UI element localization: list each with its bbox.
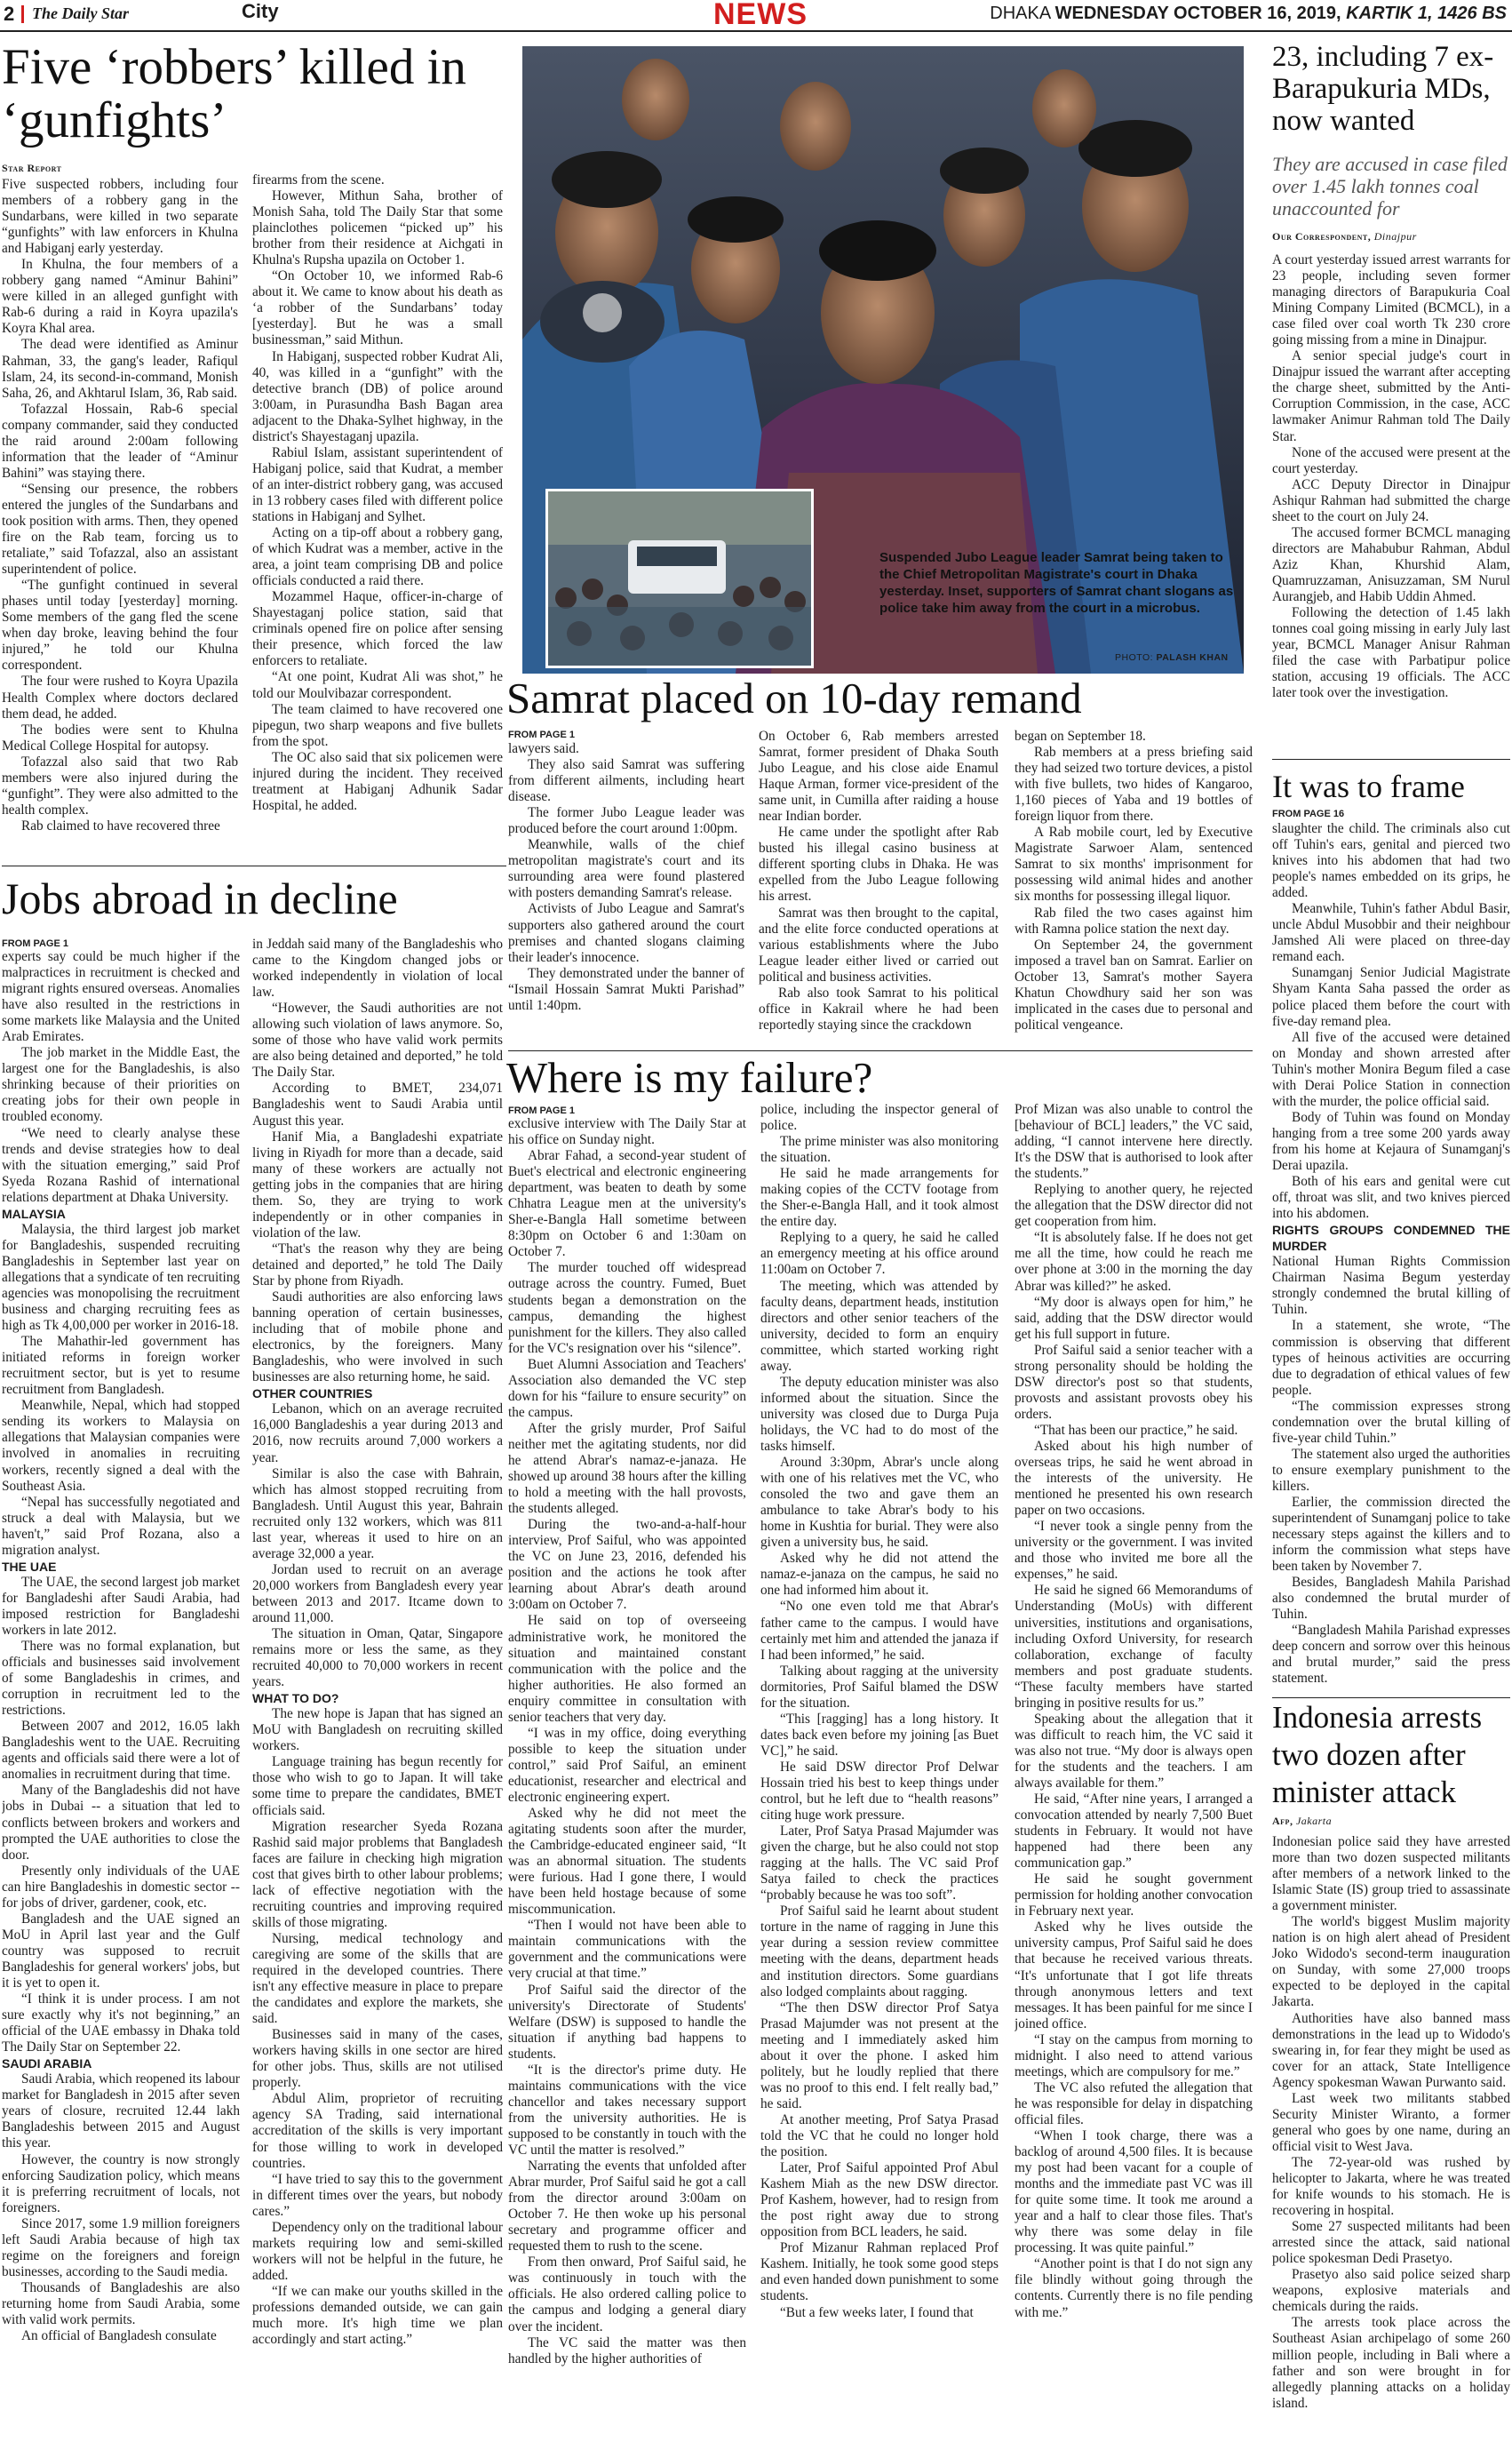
paragraph: He said on top of overseeing administrative work, he monitored the situation and maintained constant communication with the police and the higher authorities. He also formed an enquiry committee in consultation with senior teachers that very day. [508, 1613, 746, 1725]
failure-col-2 [760, 1102, 999, 2440]
paragraph: “When I took charge, there was a backlog of around 4,500 files. It is because my post had been vacant for a couple of months and the immediate past VC was ill for quite some time. It took me around a year and a half to clear those files. That's why there was some delay in file processing. It was quite painful.” [1015, 2128, 1253, 2256]
paragraph: They also said Samrat was suffering from different ailments, including heart disease. [508, 757, 744, 805]
frame-from-page: FROM PAGE 16 [1272, 809, 1345, 819]
paragraph: “I was in my office, doing everything possible to keep the situation under control,” said Prof Saiful, an eminent educationist, researcher and electrical and electronic engineering expert. [508, 1725, 746, 1805]
paragraph: “The commission expresses strong condemnation over the brutal killing of five-year child Tuhin.” [1272, 1398, 1510, 1446]
paragraph: Acting on a tip-off about a robbery gang, of which Kudrat was a member, active in the area, a joint team comprising DB and police officials conducted a raid there. [252, 525, 503, 589]
paragraph: Abdul Alim, proprietor of recruiting agency SA Trading, said international accreditation of the skills is very important for those willing to work in developed countries. [252, 2091, 503, 2171]
paragraph: Some 27 suspected militants had been arrested since the attack, said national police spokesman Dedi Prasetyo. [1272, 2219, 1510, 2267]
paragraph: The new hope is Japan that has signed an MoU with Bangladesh on recruiting skilled workers. [252, 1706, 503, 1754]
paragraph: Indonesian police said they have arrested more than two dozen suspected militants after members of a network linked to the Islamic State (IS) group tried to assassinate a government minister. [1272, 1834, 1510, 1914]
paragraph: “That's the reason why they are being detained and deported,” he told The Daily Star by phone from Riyadh. [252, 1241, 503, 1289]
jobs-from-page: FROM PAGE 1 [2, 938, 68, 949]
paragraph: Sunamganj Senior Judicial Magistrate Shyam Kanta Saha passed the order as police placed them before the court with five-day remand plea. [1272, 965, 1510, 1029]
paragraph: The bodies were sent to Khulna Medical College Hospital for autopsy. [2, 722, 238, 754]
paragraph: Besides, Bangladesh Mahila Parishad also condemned the brutal murder of Tuhin. [1272, 1575, 1510, 1623]
paragraph: The 72-year-old was rushed by helicopter to Jakarta, where he was treated for knife wounds to his stomach. He is recovering in hospital. [1272, 2154, 1510, 2219]
paragraph: Tofazzal also said that two Rab members were also injured during the “gunfight”. They were also admitted to the health complex. [2, 754, 238, 818]
photo-caption: Suspended Jubo League leader Samrat being taken to the Chief Metropolitan Magistrate's court in Dhaka yesterday. Inset, supporters of Samrat chant slogans as police take him away from the court in a microbus. [879, 550, 1234, 616]
paragraph: Authorities have also banned mass demonstrations in the lead up to Widodo's swearing in, for fear they might be used as cover for an attack, State Intelligence Agency spokesman Wawan Purwanto said. [1272, 2010, 1510, 2090]
failure-headline: Where is my failure? [506, 1053, 873, 1102]
jobs-headline: Jobs abroad in decline [2, 874, 398, 923]
robbers-col-2 [252, 172, 503, 852]
paragraph: On October 6, Rab members arrested Samrat, former president of Dhaka South Jubo League, and his close aide Enamul Haque Arman, former vice-president of the same unit, in Cumilla after raiding a house near Indian border. [759, 729, 999, 825]
credit-label: PHOTO: [1115, 652, 1154, 663]
paragraph: “It is the director's prime duty. He maintains communications with the vice chancellor and takes necessary support from the university authorities. He is supposed to be constantly in touch with the VC until the matter is resolved.” [508, 2062, 746, 2158]
paragraph: The team claimed to have recovered one pipegun, two sharp weapons and five bullets from the spot. [252, 701, 503, 749]
jobs-col-2 [252, 937, 503, 2440]
robbers-headline: Five ‘robbers’ killed in ‘gunfights’ [2, 39, 466, 148]
paragraph: Bangladesh and the UAE signed an MoU in April last year and the Gulf country was supposed to recruit Bangladeshis for general workers' jobs, but it is yet to open it. [2, 1911, 240, 1991]
paragraph: Meanwhile, Tuhin's father Abdul Basir, uncle Abdul Musobbir and their neighbour Jamshed Ali were placed on three-day remand each. [1272, 901, 1510, 965]
paragraph: “That has been our practice,” he said. [1034, 1422, 1238, 1438]
paragraph: Businesses said in many of the cases, workers having skills in one sector are hired for other jobs. Thus, skills are not utilised properly. [252, 2027, 503, 2091]
paragraph: A Rab mobile court, led by Executive Magistrate Sarwoer Alam, sentenced Samrat to six months' imprisonment for possessing wild animal hides and another six months for possessing illegal liquor. [1015, 825, 1253, 905]
robbers-byline: Star Report [2, 162, 62, 174]
paragraph: The statement also urged the authorities to ensure exemplary punishment to the killers. [1272, 1446, 1510, 1494]
paragraph: The OC also said that six policemen were injured during the incident. They received treatment at Habiganj Adhunik Sadar Hospital, he added. [252, 749, 503, 813]
paragraph: Prof Saiful said he learnt about student torture in the name of ragging in June this year during a session review committee meeting with the deans, department heads and institution directors. Some guardians also lodged complaints about ragging. [760, 1903, 999, 1999]
samrat-col-3 [1015, 729, 1253, 1043]
jobs-col-1 [2, 949, 240, 2440]
paragraph: “If we can make our youths skilled in the professions demanded outside, we can gain much more. It's high time we plan accordingly and start acting.” [252, 2283, 503, 2348]
paragraph: After the grisly murder, Prof Saiful neither met the agitating students, nor did he attend Abrar's namaz-e-janaza. He showed up around 38 hours after the killing to hold a meeting with the hall provosts, the students alleged. [508, 1420, 746, 1517]
paragraph: Prof Mizan was also unable to control the [behaviour of BCL] leaders,” the VC said, adding, “I cannot intervene here directly. It's the DSW that is authorised to look after the students.” [1015, 1102, 1253, 1182]
paragraph: Later, Prof Saiful appointed Prof Abul Kashem Miah as the new DSW director. Prof Kashem, however, had to resign from the post right away due to strong opposition from BCL leaders, he said. [760, 2160, 999, 2240]
paragraph: Asked about his high number of overseas trips, he said he went abroad in the interests of the university. He mentioned he presented his own research paper on two occasions. [1015, 1438, 1253, 1519]
paragraph: Saudi authorities are also enforcing laws banning operation of certain businesses, including that of mobile phone and electronics, by the foreigners. Many Bangladeshis, who were involved in such businesses are also returning home, he said. [252, 1289, 503, 1385]
paragraph: Samrat was then brought to the capital, and the elite force conducted operations at various establishments where the Jubo League leader either lived or carried out political and business activities. [759, 905, 999, 985]
byline-location: Dinajpur [1373, 230, 1417, 243]
paragraph: Speaking about the allegation that it was difficult to reach him, the VC said it was also not true. “My door is always open for the students and the teachers. I am always available for them.” [1015, 1711, 1253, 1791]
paragraph: Presently only individuals of the UAE can hire Bangladeshis in domestic sector -- for jobs of driver, gardener, cook, etc. [2, 1863, 240, 1911]
paragraph: Prof Saiful said the director of the university's Directorate of Students' Welfare (DSW) is supposed to handle the situation if anything bad happens to students. [508, 1982, 746, 2062]
paragraph: Language training has begun recently for those who wish to go to Japan. It will take some time to prepare the candidates, BMET officials said. [252, 1754, 503, 1818]
indonesia-byline [1272, 1815, 1332, 1828]
divider [1272, 759, 1510, 760]
paragraph: At another meeting, Prof Satya Prasad told the VC that he could no longer hold the position. [760, 2111, 999, 2160]
paragraph: Lebanon, which on an average recruited 16,000 Bangladeshis a year during 2013 and 2016, now recruits around 7,000 workers a year. [252, 1401, 503, 1465]
paragraph: Meanwhile, walls of the chief metropolitan magistrate's court and its surrounding area were found plastered with posters demanding Samrat's release. [508, 837, 744, 901]
paragraph: They demonstrated under the banner of “Ismail Hossain Samrat Mukti Parishad” until 1:40pm. [508, 965, 744, 1013]
paragraph: He said DSW director Prof Delwar Hossain tried his best to keep things under control, but he left due to “health reasons” citing huge work pressure. [760, 1759, 999, 1824]
paragraph: “I think it is under process. I am not sure exactly why it's not beginning,” an official of the UAE embassy in Dhaka told The Daily Star on September 22. [2, 1991, 240, 2055]
paragraph: “Another point is that I do not sign any file blindly without going through the contents. Currently there is no file pending with me.” [1015, 2256, 1253, 2320]
paragraph: Rab also took Samrat to his political office in Kakrail where he had been reportedly staying since the crackdown [759, 985, 999, 1033]
subhead: RIGHTS GROUPS CONDEMNED THE MURDER [1272, 1223, 1510, 1254]
paragraph: He said he signed 66 Memorandums of Understanding (MoUs) with different universities, institutions and organisations, including Oxford University, for research collaboration, exchange of faculty members and post graduate students. “These faculty members have started bringing in positive results for us.” [1015, 1583, 1253, 1711]
dateline [990, 4, 1507, 24]
paragraph: The deputy education minister was also informed about the situation. Since the university was closed due to Durga Puja holidays, the VC had to do most of the tasks himself. [760, 1374, 999, 1454]
paragraph: In Khulna, the four members of a robbery gang named “Aminur Bahini” were killed in an alleged gunfight with Rab-6 during a raid in Koyra upazila's Koyra Khal area. [2, 257, 238, 337]
paragraph: Earlier, the commission directed the superintendent of Sunamganj police to take necessary steps against the killers and to inform the commission what steps have been taken by November 7. [1272, 1494, 1510, 1575]
paragraph: ACC Deputy Director in Dinajpur Ashiqur Rahman had submitted the charge sheet to the court on July 24. [1272, 476, 1510, 524]
paragraph: Hanif Mia, a Bangladeshi expatriate living in Riyadh for more than a decade, said many of these workers are actually not getting jobs in the companies that are hiring them. So, they are trying to work independently or in other companies in violation of the law. [252, 1129, 503, 1241]
paragraph: On September 24, the government imposed a travel ban on Samrat. Earlier on October 13, Samrat's mother Sayera Khatun Chowdhury said her son was implicated in the cases due to personal and political vengeance. [1015, 937, 1253, 1033]
paragraph: From then onward, Prof Saiful said, he was continuously in touch with the officials. He also ordered calling police to the campus and lodging a general diary over the incident. [508, 2254, 746, 2334]
paragraph: Dependency only on the traditional labour markets requiring low and semi-skilled workers will not be helpful in the future, he added. [252, 2219, 503, 2283]
barapukuria-headline: 23, including 7 ex-Barapukuria MDs, now wanted [1272, 41, 1494, 137]
paragraph: He said, “After nine years, I arranged a convocation attended by nearly 7,500 Buet students in February. It would not have happened had there been any communication gap.” [1015, 1792, 1253, 1871]
paragraph: Both of his ears and genital were cut off, throat was slit, and two knives pierced into his abdomen. [1272, 1174, 1510, 1222]
paragraph: slaughter the child. The criminals also cut off Tuhin's ears, genital and pierced two knives into his abdomen that had two people's names embedded on its grips, he added. [1272, 821, 1510, 901]
paragraph: Meanwhile, Nepal, which had stopped sending its workers to Malaysia on allegations that Malaysian companies were involved in anomalies in recruiting workers, recently signed a deal with the Southeast Asia. [2, 1398, 240, 1494]
paragraph: The job market in the Middle East, the largest one for the Bangladeshis, is also shrinking because of their priorities on creating jobs for their own people in troubled economy. [2, 1045, 240, 1125]
paragraph: Since 2017, some 1.9 million foreigners left Saudi Arabia because of high tax regime on the foreigners and foreign businesses, according to the Saudi media. [2, 2215, 240, 2279]
paragraph: The UAE, the second largest job market for Bangladeshi after Saudi Arabia, had imposed restriction for Bangladeshi workers in late 2012. [2, 1574, 240, 1638]
paragraph: The prime minister was also monitoring the situation. [760, 1134, 999, 1166]
paragraph: “The then DSW director Prof Satya Prasad Majumder was not present at the meeting and I immediately asked him about it over the phone. I asked him politely, but he loudly replied that there was no proof to this end. I felt really bad,” he said. [760, 1999, 999, 2111]
indonesia-body [1272, 1834, 1510, 2440]
paragraph: “I never took a single penny from the university or the government. I was invited and those who invited me bore all the expenses,” he said. [1015, 1519, 1253, 1583]
paragraph: Asked why he did not meet the agitating students soon after the murder, the Cambridge-educated engineer said, “It was an abnormal situation. The students were furious. Had I gone there, I would have been held hostage because of some miscommunication. [508, 1806, 746, 1918]
paragraph: The accused former BCMCL managing directors are Mahabubur Rahman, Abdul Aziz Khan, Khurshid Alam, Quamruzzaman, Anisuzzaman, SM Nurul Aurangjeb, and Habib Uddin Ahmed. [1272, 524, 1510, 604]
robbers-col-1 [2, 177, 238, 852]
paragraph: The VC said the matter was then handled by the higher authorities of [508, 2334, 746, 2366]
news-label: NEWS [713, 0, 808, 31]
byline-name: Our Correspondent, [1272, 230, 1372, 243]
paragraph: In Habiganj, suspected robber Kudrat Ali, 40, was killed in a “gunfight” with the detective branch (DB) of police around 3:00am, in Purasundha Bash Bagan area adjacent to the Dhaka-Sylhet highway, in the district's Shayestaganj upazila. [252, 348, 503, 444]
paragraph: The dead were identified as Aminur Rahman, 33, the gang's leader, Rafiqul Islam, 24, its second-in-command, Monish Saha, 26, and Akhtarul Islam, 36, Rab said. [2, 337, 238, 401]
paragraph: The four were rushed to Koyra Upazila Health Complex where doctors declared them dead, he added. [2, 674, 238, 722]
paragraph: “No one even told me that Abrar's father came to the campus. I would have certainly met him and attended the janaza if I had been informed,” he said. [760, 1599, 999, 1663]
paragraph: He came under the spotlight after Rab busted his illegal casino business at different sporting clubs in Dhaka. He was expelled from the Jubo League following his arrest. [759, 825, 999, 905]
paragraph: Replying to a query, he said he called an emergency meeting at his office around 11:00am on October 7. [760, 1230, 999, 1278]
samrat-headline: Samrat placed on 10-day remand [506, 674, 1082, 722]
paragraph: Asked why he lives outside the university campus, Prof Saiful said he does that because he received various threats. “It's unfortunate that I got life threats through anonymous letters and text messages. It has been painful for me since I joined office. [1015, 1919, 1253, 2031]
frame-headline: It was to frame [1272, 769, 1465, 804]
paragraph: There was no formal explanation, but officials and businesses said involvement of some Bangladeshis in crimes, and corruption in recruitment led to the restrictions. [2, 1639, 240, 1719]
paragraph: “This [ragging] has a long history. It dates back even before my joining [as Buet VC],” he said. [760, 1711, 999, 1759]
paragraph: Prasetyo also said police seized sharp weapons, explosive materials and chemicals during the raids. [1272, 2267, 1510, 2315]
dateline-date: WEDNESDAY OCTOBER 16, 2019, [1054, 4, 1341, 23]
photo-credit [1115, 652, 1229, 663]
page-number: 2 [4, 3, 15, 25]
masthead-separator [21, 5, 24, 23]
paragraph: began on September 18. [1015, 729, 1146, 744]
paragraph: He said he made arrangements for making copies of the CCTV footage from the Sher-e-Bangla Hall, and it took almost the entire day. [760, 1166, 999, 1230]
paragraph: Nursing, medical technology and caregiving are some of the skills that are required in the developed countries. There isn't any effective measure in place to prepare the candidates and explore the markets, she said. [252, 1930, 503, 2027]
paragraph: None of the accused were present at the court yesterday. [1272, 444, 1510, 476]
paragraph: However, Mithun Saha, brother of Monish Saha, told The Daily Star that some plainclothes policemen “picked up” his brother from their residence at Aichgati in Khulna's Rupsha upazila on October 1. [252, 188, 503, 268]
paragraph: The VC also refuted the allegation that he was responsible for delay in dispatching official files. [1015, 2079, 1253, 2127]
paragraph: Malaysia, the third largest job market for Bangladeshis, suspended recruiting Bangladeshis in September last year on allegations that a syndicate of ten recruiting agencies was monopolising the recruitment business and charging recruiting fees as high as Tk 4,00,000 per worker in 2016-18. [2, 1221, 240, 1334]
inset-crowd-illustration [548, 491, 811, 666]
paragraph: An official of Bangladesh consulate [21, 2328, 217, 2344]
paragraph: Between 2007 and 2012, 16.05 lakh Bangladeshis went to the UAE. Recruiting agents and officials said there were a lot of anomalies in recruitment during that time. [2, 1719, 240, 1783]
dateline-bangla: KARTIK 1, 1426 BS [1346, 4, 1507, 23]
paragraph: A senior special judge's court in Dinajpur issued the warrant after accepting the charge sheet, submitted by the Anti-Corruption Commission, in the case, ACC lawmaker Animur Rahman told The Daily Star. [1272, 348, 1510, 444]
samrat-from-page: FROM PAGE 1 [508, 730, 575, 740]
subhead: WHAT TO DO? [252, 1691, 339, 1706]
paragraph: All five of the accused were detained on Monday and shown arrested after Tuhin's mother Monira Begum filed a case with Derai Police Station in connection with the murder, the police official said. [1272, 1029, 1510, 1109]
paragraph: lawyers said. [508, 741, 579, 756]
paragraph: “I have tried to say this to the government in different times over the years, but nobody cares.” [252, 2171, 503, 2219]
paragraph: During the two-and-a-half-hour interview, Prof Saiful, who was appointed the VC on June 23, 2016, defended his position and the actions he took after learning about Abrar's death around 3:00am on October 7. [508, 1517, 746, 1613]
paragraph: In a statement, she wrote, “The commission is observing that different types of heinous activities are occurring due to degradation of ethical values of few people. [1272, 1318, 1510, 1398]
paragraph: Rabiul Islam, assistant superintendent of Habiganj police, said that Kudrat, a member of an inter-district robbery gang, was accused in 13 robbery cases filed with different police stations in Habiganj and Sylhet. [252, 444, 503, 524]
paragraph: Buet Alumni Association and Teachers' Association also demanded the VC step down for his “failure to ensure security” on the campus. [508, 1356, 746, 1420]
paragraph: in Jeddah said many of the Bangladeshis who came to the Kingdom changed jobs or worked independently in violation of local law. [252, 937, 503, 1001]
paragraph: The murder touched off widespread outrage across the country. Fumed, Buet students began a demonstration on the campus, demanding the highest punishment for the killers. They also called for the VC's resignation over his “silence”. [508, 1260, 746, 1356]
paragraph: Rab filed the two cases against him with Ramna police station the next day. [1015, 905, 1253, 937]
paragraph: exclusive interview with The Daily Star at his office on Sunday night. [508, 1116, 746, 1148]
paragraph: Asked why he did not attend the namaz-e-janaza on the campus, he said no one had informed him about it. [760, 1551, 999, 1599]
paragraph: Later, Prof Satya Prasad Majumder was given the charge, but he also could not stop ragging at the halls. The VC said Prof Satya failed to check the practices “probably because he was too soft”. [760, 1824, 999, 1903]
barapukuria-body [1272, 252, 1510, 750]
paragraph: Similar is also the case with Bahrain, which has almost stopped recruiting from Bangladesh. Until August this year, Bahrain recruited only 132 workers, which was 811 last year, whereas it used to hire on an average 32,000 a year. [252, 1465, 503, 1561]
subhead: OTHER COUNTRIES [252, 1386, 373, 1401]
paragraph: Around 3:30pm, Abrar's uncle along with one of his relatives met the VC, who consoled the two and gave them an ambulance to take Abrar's body to his home in Kushtia for burial. They were also given a university bus, he said. [760, 1455, 999, 1551]
indonesia-headline: Indonesia arrests two dozen after minister attack [1272, 1700, 1483, 1809]
divider [508, 1050, 1253, 1051]
paragraph: The world's biggest Muslim majority nation is on high alert ahead of President Joko Widodo's second-term inauguration on Sunday, with some 27,000 troops expected to be deployed in the capital Jakarta. [1272, 1914, 1510, 2010]
barapukuria-deck: They are accused in case filed over 1.45 lakh tonnes coal unaccounted for [1272, 153, 1508, 219]
paragraph: Prof Saiful said a senior teacher with a strong personality should be holding the DSW director's post so that students, provosts and assistant provosts obey his orders. [1015, 1342, 1253, 1422]
paragraph: “I stay on the campus from morning to midnight. I also need to attend various meetings, which are compulsory for me.” [1015, 2031, 1253, 2079]
paragraph: However, the country is now strongly enforcing Saudization policy, which means it is preferring recruitment of locals, not foreigners. [2, 2151, 240, 2215]
paragraph: The situation in Oman, Qatar, Singapore remains more or less the same, as they recruited 40,000 to 70,000 workers in recent years. [252, 1626, 503, 1690]
paragraph: Last week two militants stabbed Security Minister Wiranto, a former general who goes by one name, during an official visit to West Java. [1272, 2090, 1510, 2154]
subhead: THE UAE [2, 1559, 57, 1574]
paragraph: Abrar Fahad, a second-year student of Buet's electrical and electronic engineering department, was beaten to death by some Chhatra League men at the university's Sher-e-Bangla Hall sometime between 8:30pm on October 6 and 1:30am on October 7. [508, 1148, 746, 1260]
paragraph: A court yesterday issued arrest warrants for 23 people, including seven former managing directors of Barapukuria Coal Mining Company Limited (BCMCL), in a case filed over coal worth Tk 230 crore going missing from a mine in Dinajpur. [1272, 252, 1510, 348]
paragraph: “At one point, Kudrat Ali was shot,” he told our Moulvibazar correspondent. [252, 669, 503, 701]
inset-photo [545, 489, 814, 668]
section-label: City [242, 0, 279, 22]
paragraph: “The gunfight continued in several phases until today [yesterday] morning. Some members of the gang fled the scene when day broke, leaving behind the four injured,” he told our Khulna correspondent. [2, 578, 238, 674]
paragraph: Replying to another query, he rejected the allegation that the DSW director did not get cooperation from him. [1015, 1182, 1253, 1230]
paragraph: “However, the Saudi authorities are not allowing such violation of laws anymore. So, some of those who have valid work permits are also being detained and deported,” he told The Daily Star. [252, 1001, 503, 1081]
paragraph: National Human Rights Commission Chairman Nasima Begum yesterday strongly condemned the brutal killing of Tuhin. [1272, 1254, 1510, 1318]
paragraph: The arrests took place across the Southeast Asian archipelago of some 260 million people, including in Bali where a father and son were brought in for allegedly planning attacks on a holiday island. [1272, 2315, 1510, 2411]
paragraph: Talking about ragging at the university dormitories, Prof Saiful blamed the DSW for the situation. [760, 1663, 999, 1711]
paper-name: The Daily Star [32, 4, 130, 22]
failure-from-page: FROM PAGE 1 [508, 1105, 575, 1116]
paragraph: “Sensing our presence, the robbers entered the jungles of the Sundarbans and took position with arms. Then, they opened fire on the Rab team, forcing us to retaliate,” said Tofazzal, also an assistant superintendent of police. [2, 481, 238, 578]
failure-col-1 [508, 1116, 746, 2440]
paragraph: Five suspected robbers, including four members of a robbery gang in the Sundarbans, were killed in two separate “gunfights” with law enforcers in Khulna and Habiganj early yesterday. [2, 177, 238, 257]
paragraph: “It is absolutely false. If he does not get me all the time, how could he reach me over phone at 3:00 in the morning the day Abrar was killed?” he asked. [1015, 1230, 1253, 1294]
paragraph: Activists of Jubo League and Samrat's supporters also gathered around the court premises and chanted slogans claiming their leader's innocence. [508, 901, 744, 965]
paragraph: He said he sought government permission for holding another convocation in February next year. [1015, 1871, 1253, 1919]
paragraph: “On October 10, we informed Rab-6 about it. We came to know about his death as ‘a robber of the Sundarbans’ today [yesterday]. But he was a small businessman,” said Mithun. [252, 268, 503, 348]
paragraph: Prof Mizanur Rahman replaced Prof Kashem. Initially, he took some good steps and even handed down punishment to some students. [760, 2240, 999, 2304]
paragraph: “We need to clearly analyse these trends and devise strategies how to deal with the situation emerging,” said Prof Syeda Rozana Rashid of international relations department at Dhaka University. [2, 1125, 240, 1205]
paragraph: “Bangladesh Mahila Parishad expresses deep concern and sorrow over this heinous and brutal murder,” said the press statement. [1272, 1623, 1510, 1687]
paragraph: Many of the Bangladeshis did not have jobs in Dubai -- a situation that led to conflicts between brokers and workers and prompted the UAE authorities to close the door. [2, 1783, 240, 1863]
byline-name: Afp, [1272, 1815, 1293, 1827]
paragraph: Saudi Arabia, which reopened its labour market for Bangladesh in 2015 after seven years of closure, recruited 12.44 lakh Bangladeshis between 2015 and August this year. [2, 2071, 240, 2151]
paragraph: police, including the inspector general of police. [760, 1102, 999, 1134]
paragraph: “My door is always open for him,” he said, adding that the DSW director would get his full support in future. [1015, 1294, 1253, 1342]
paragraph: The meeting, which was attended by faculty deans, department heads, institution directors and other senior teachers of the university, decided to form an enquiry committee, which started working right away. [760, 1278, 999, 1374]
subhead: SAUDI ARABIA [2, 2056, 92, 2071]
divider [1272, 1697, 1510, 1698]
barapukuria-byline [1272, 230, 1417, 243]
paragraph: The former Jubo League leader was produced before the court around 1:00pm. [508, 805, 744, 837]
paragraph: Following the detection of 1.45 lakh tonnes coal going missing in early July last year, BCMCL Manager Anisur Rahman filed the case with Parbatipur police station, accusing 19 officials. The ACC later took over the investigation. [1272, 605, 1510, 701]
samrat-col-1 [508, 741, 744, 1043]
masthead [0, 0, 1512, 32]
paragraph: Rab members at a press briefing said they had seized two torture devices, a pistol with five bullets, two hides of Kangaroo, 1,160 pieces of Yaba and 19 bottles of foreign liquor from there. [1015, 745, 1253, 825]
failure-col-3 [1015, 1102, 1253, 2440]
dateline-city: DHAKA [990, 4, 1051, 23]
paragraph: Jordan used to recruit on an average 20,000 workers from Bangladesh every year between 2013 and 2017. Itcame down to around 11,000. [252, 1561, 503, 1625]
paragraph: The Mahathir-led government has initiated reforms in foreign worker recruitment sector, but is yet to resume recruitment from Bangladesh. [2, 1334, 240, 1398]
byline-location: Jakarta [1295, 1815, 1333, 1827]
paragraph: “But a few weeks later, I found that [780, 2304, 974, 2320]
paragraph: According to BMET, 234,071 Bangladeshis went to Saudi Arabia until August this year. [252, 1081, 503, 1129]
paragraph: Thousands of Bangladeshis are also returning home from Saudi Arabia, some with valid work permits. [2, 2279, 240, 2327]
paragraph: Rab claimed to have recovered three [21, 818, 220, 834]
paragraph: experts say could be much higher if the malpractices in recruitment is checked and migrant rights ensured overseas. Anomalies have also resulted in the restrictions in some markets like Malaysia and the United Arab Emirates. [2, 949, 240, 1045]
samrat-col-2 [759, 729, 999, 1043]
frame-body [1272, 821, 1510, 1690]
paragraph: Tofazzal Hossain, Rab-6 special company commander, said they conducted the raid around 2:00am following information that the leader of “Aminur Bahini” was staying there. [2, 401, 238, 481]
paragraph: Mozammel Haque, officer-in-charge of Shayestaganj police station, said that criminals opened fire on police after sensing their presence, which forced the law enforcers to retaliate. [252, 589, 503, 669]
paragraph: firearms from the scene. [252, 172, 385, 188]
paragraph: Narrating the events that unfolded after Abrar murder, Prof Saiful said he got a call from the director around 3:00am on October 7. He then woke up his personal secretary and programme officer and requested them to rush to the scene. [508, 2159, 746, 2254]
credit-name: PALASH KHAN [1156, 652, 1229, 663]
subhead: MALAYSIA [2, 1206, 66, 1221]
paragraph: Body of Tuhin was found on Monday hanging from a tree some 200 yards away from his home at Kejaura of Sunamganj's Derai upazila. [1272, 1109, 1510, 1173]
paragraph: Migration researcher Syeda Rozana Rashid said major problems that Bangladesh faces are failure in checking high migration cost that gives birth to other labour problems; lack of effective negotiation with the recruiting countries and improving required skills of those migrating. [252, 1818, 503, 1930]
paragraph: “Then I would not have been able to maintain communications with the government and the communications were very crucial at that time.” [508, 1918, 746, 1982]
paragraph: “Nepal has successfully negotiated and struck a deal with Malaysia, but we haven't,” said Prof Rozana, also a migration analyst. [2, 1494, 240, 1558]
